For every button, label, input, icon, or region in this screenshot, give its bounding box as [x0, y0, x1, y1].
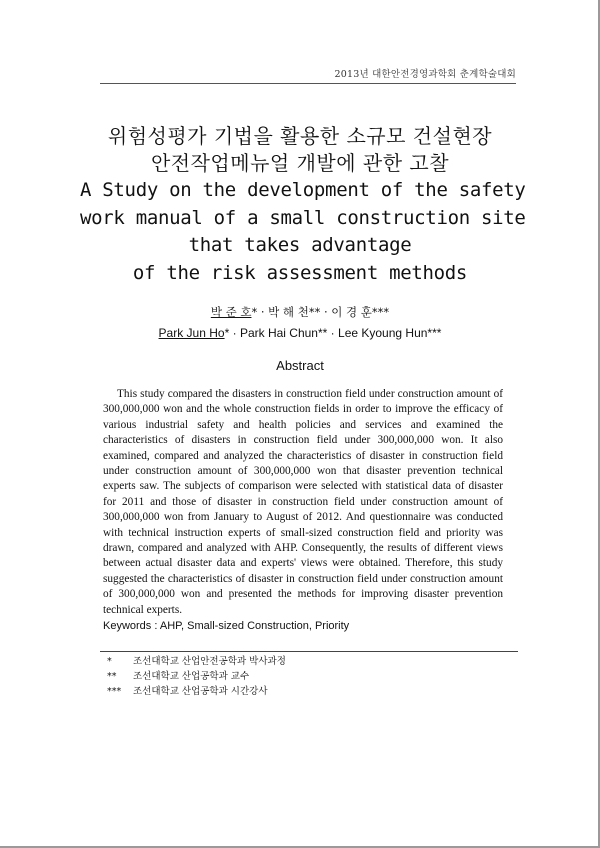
title-english [80, 177, 526, 287]
author-mark: *** [371, 305, 390, 319]
footnote [103, 669, 286, 684]
author-name: Park Jun Ho [158, 326, 225, 340]
authors-korean [80, 302, 520, 323]
author-name: 박 해 천 [268, 305, 309, 319]
author-mark: * [251, 305, 258, 319]
author-separator: · [330, 326, 335, 340]
footnote-mark: *** [107, 686, 122, 697]
author-name: Park Hai Chun [239, 326, 318, 340]
authors-english [80, 323, 520, 344]
authors [80, 302, 520, 344]
footnote [103, 654, 286, 669]
footnote-text: 조선대학교 산업공학과 시간강사 [133, 686, 268, 697]
footnote-rule [100, 651, 518, 652]
author-mark: *** [427, 326, 442, 340]
title-ko-line: 안전작업메뉴얼 개발에 관한 고찰 [150, 151, 450, 175]
footnote-text: 조선대학교 산업공학과 교수 [133, 671, 250, 682]
author-name: 박 준 호 [210, 305, 252, 319]
title-en-line: of the risk assessment methods [132, 261, 468, 284]
author-mark: * [224, 326, 230, 340]
footnote-mark: ** [107, 671, 117, 682]
title-en-line: that takes advantage [188, 234, 412, 256]
author-name: Lee Kyoung Hun [338, 326, 428, 340]
conference-header: 2013년 대한안전경영과학회 춘계학술대회 [334, 69, 516, 80]
author-separator: · [323, 305, 328, 319]
title-en-line: work manual of a small construction site [80, 206, 526, 229]
header-rule [100, 83, 516, 84]
author-name: 이 경 훈 [331, 305, 372, 319]
keywords: Keywords : AHP, Small-sized Construction, Priority [103, 620, 350, 632]
abstract-heading: Abstract [276, 358, 324, 373]
title-block [80, 123, 526, 287]
author-separator: · [260, 305, 265, 319]
author-mark: ** [308, 305, 321, 319]
footnote-mark: * [107, 656, 112, 667]
author-mark: ** [317, 326, 328, 340]
title-en-line: A Study on the development of the safety [80, 179, 526, 201]
footnotes [103, 654, 286, 699]
footnote-text: 조선대학교 산업안전공학과 박사과정 [133, 656, 286, 667]
title-ko-line: 위험성평가 기법을 활용한 소규모 건설현장 [107, 124, 493, 148]
abstract-body: This study compared the disasters in construction field under construction amount of 300,000,000 won and the whole construction fields in order to improve the efficacy of various industrial safety and health policies and services and examined the characteristics of disasters in construction field under 300,000,000 won. It also examined, compared and analyzed the characteristics of disaster in construction field under construction amount of 300,000,000 won that disaster prevention technical experts saw. The subjects of comparison were selected with statistical data of disaster for 2011 and those of disaster in construction field under construction amount of 300,000,000 won from January to August of 2012. And questionnaire was conducted with technical instruction experts of small-sized construction field and priority was drawn, compared and analyzed with AHP. Consequently, the results of different views between actual disaster data and experts' views were obtained. Therefore, this study suggested the characteristics of disaster in construction field under construction amount of 300,000,000 won and presented the methods for improving disaster prevention technical experts. [103, 388, 503, 616]
footnote [103, 684, 286, 699]
title-korean [80, 123, 520, 177]
author-separator: · [232, 326, 237, 340]
